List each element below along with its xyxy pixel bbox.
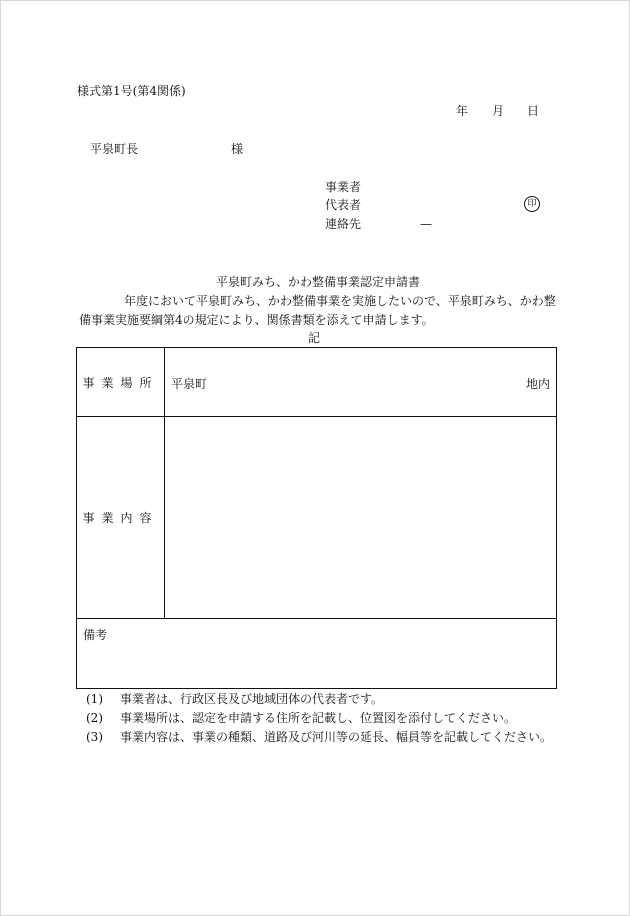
document-title: 平泉町みち、かわ整備事業認定申請書 <box>216 275 421 289</box>
note-text: 事業場所は、認定を申請する住所を記載し、位置図を添付してください。 <box>120 711 517 725</box>
notes-list <box>86 690 552 747</box>
content-row <box>77 417 557 619</box>
date-month-label: 月 <box>492 104 505 118</box>
content-label: 事業内容 <box>77 417 165 619</box>
application-table <box>76 347 557 689</box>
note-number: (2) <box>86 711 103 725</box>
place-row <box>77 348 557 417</box>
note-number: (1) <box>86 692 103 706</box>
place-label: 事業場所 <box>77 348 165 417</box>
note-text: 事業者は、行政区長及び地域団体の代表者です。 <box>120 692 384 706</box>
note-item <box>86 728 552 747</box>
remarks-cell[interactable] <box>77 619 557 689</box>
note-number: (3) <box>86 730 103 744</box>
place-suffix: 地内 <box>525 377 550 391</box>
form-number: 様式第1号(第4関係) <box>77 84 186 98</box>
date-day-label: 日 <box>527 104 540 118</box>
remarks-row <box>77 619 557 689</box>
addressee-mayor: 平泉町長 <box>90 142 139 156</box>
seal-mark: 印 <box>524 196 540 212</box>
content-value-cell[interactable] <box>165 417 557 619</box>
addressee-honorific: 様 <box>231 142 244 156</box>
date-year-label: 年 <box>456 104 469 118</box>
place-town: 平泉町 <box>171 377 208 391</box>
representative-label: 代表者 <box>325 198 362 212</box>
note-item <box>86 709 552 728</box>
contact-dash: — <box>420 217 432 231</box>
body-line-1: 年度において平泉町みち、かわ整備事業を実施したいので、平泉町みち、かわ整 <box>124 294 556 308</box>
remarks-label: 備考 <box>83 628 108 642</box>
ki-label: 記 <box>308 331 321 345</box>
place-value-cell[interactable] <box>165 348 557 417</box>
note-text: 事業内容は、事業の種類、道路及び河川等の延長、幅員等を記載してください。 <box>120 730 553 744</box>
note-item <box>86 690 552 709</box>
contact-label: 連絡先 <box>325 217 362 231</box>
business-label: 事業者 <box>325 180 362 194</box>
body-line-2: 備事業実施要綱第4の規定により、関係書類を添えて申請します。 <box>79 313 434 327</box>
